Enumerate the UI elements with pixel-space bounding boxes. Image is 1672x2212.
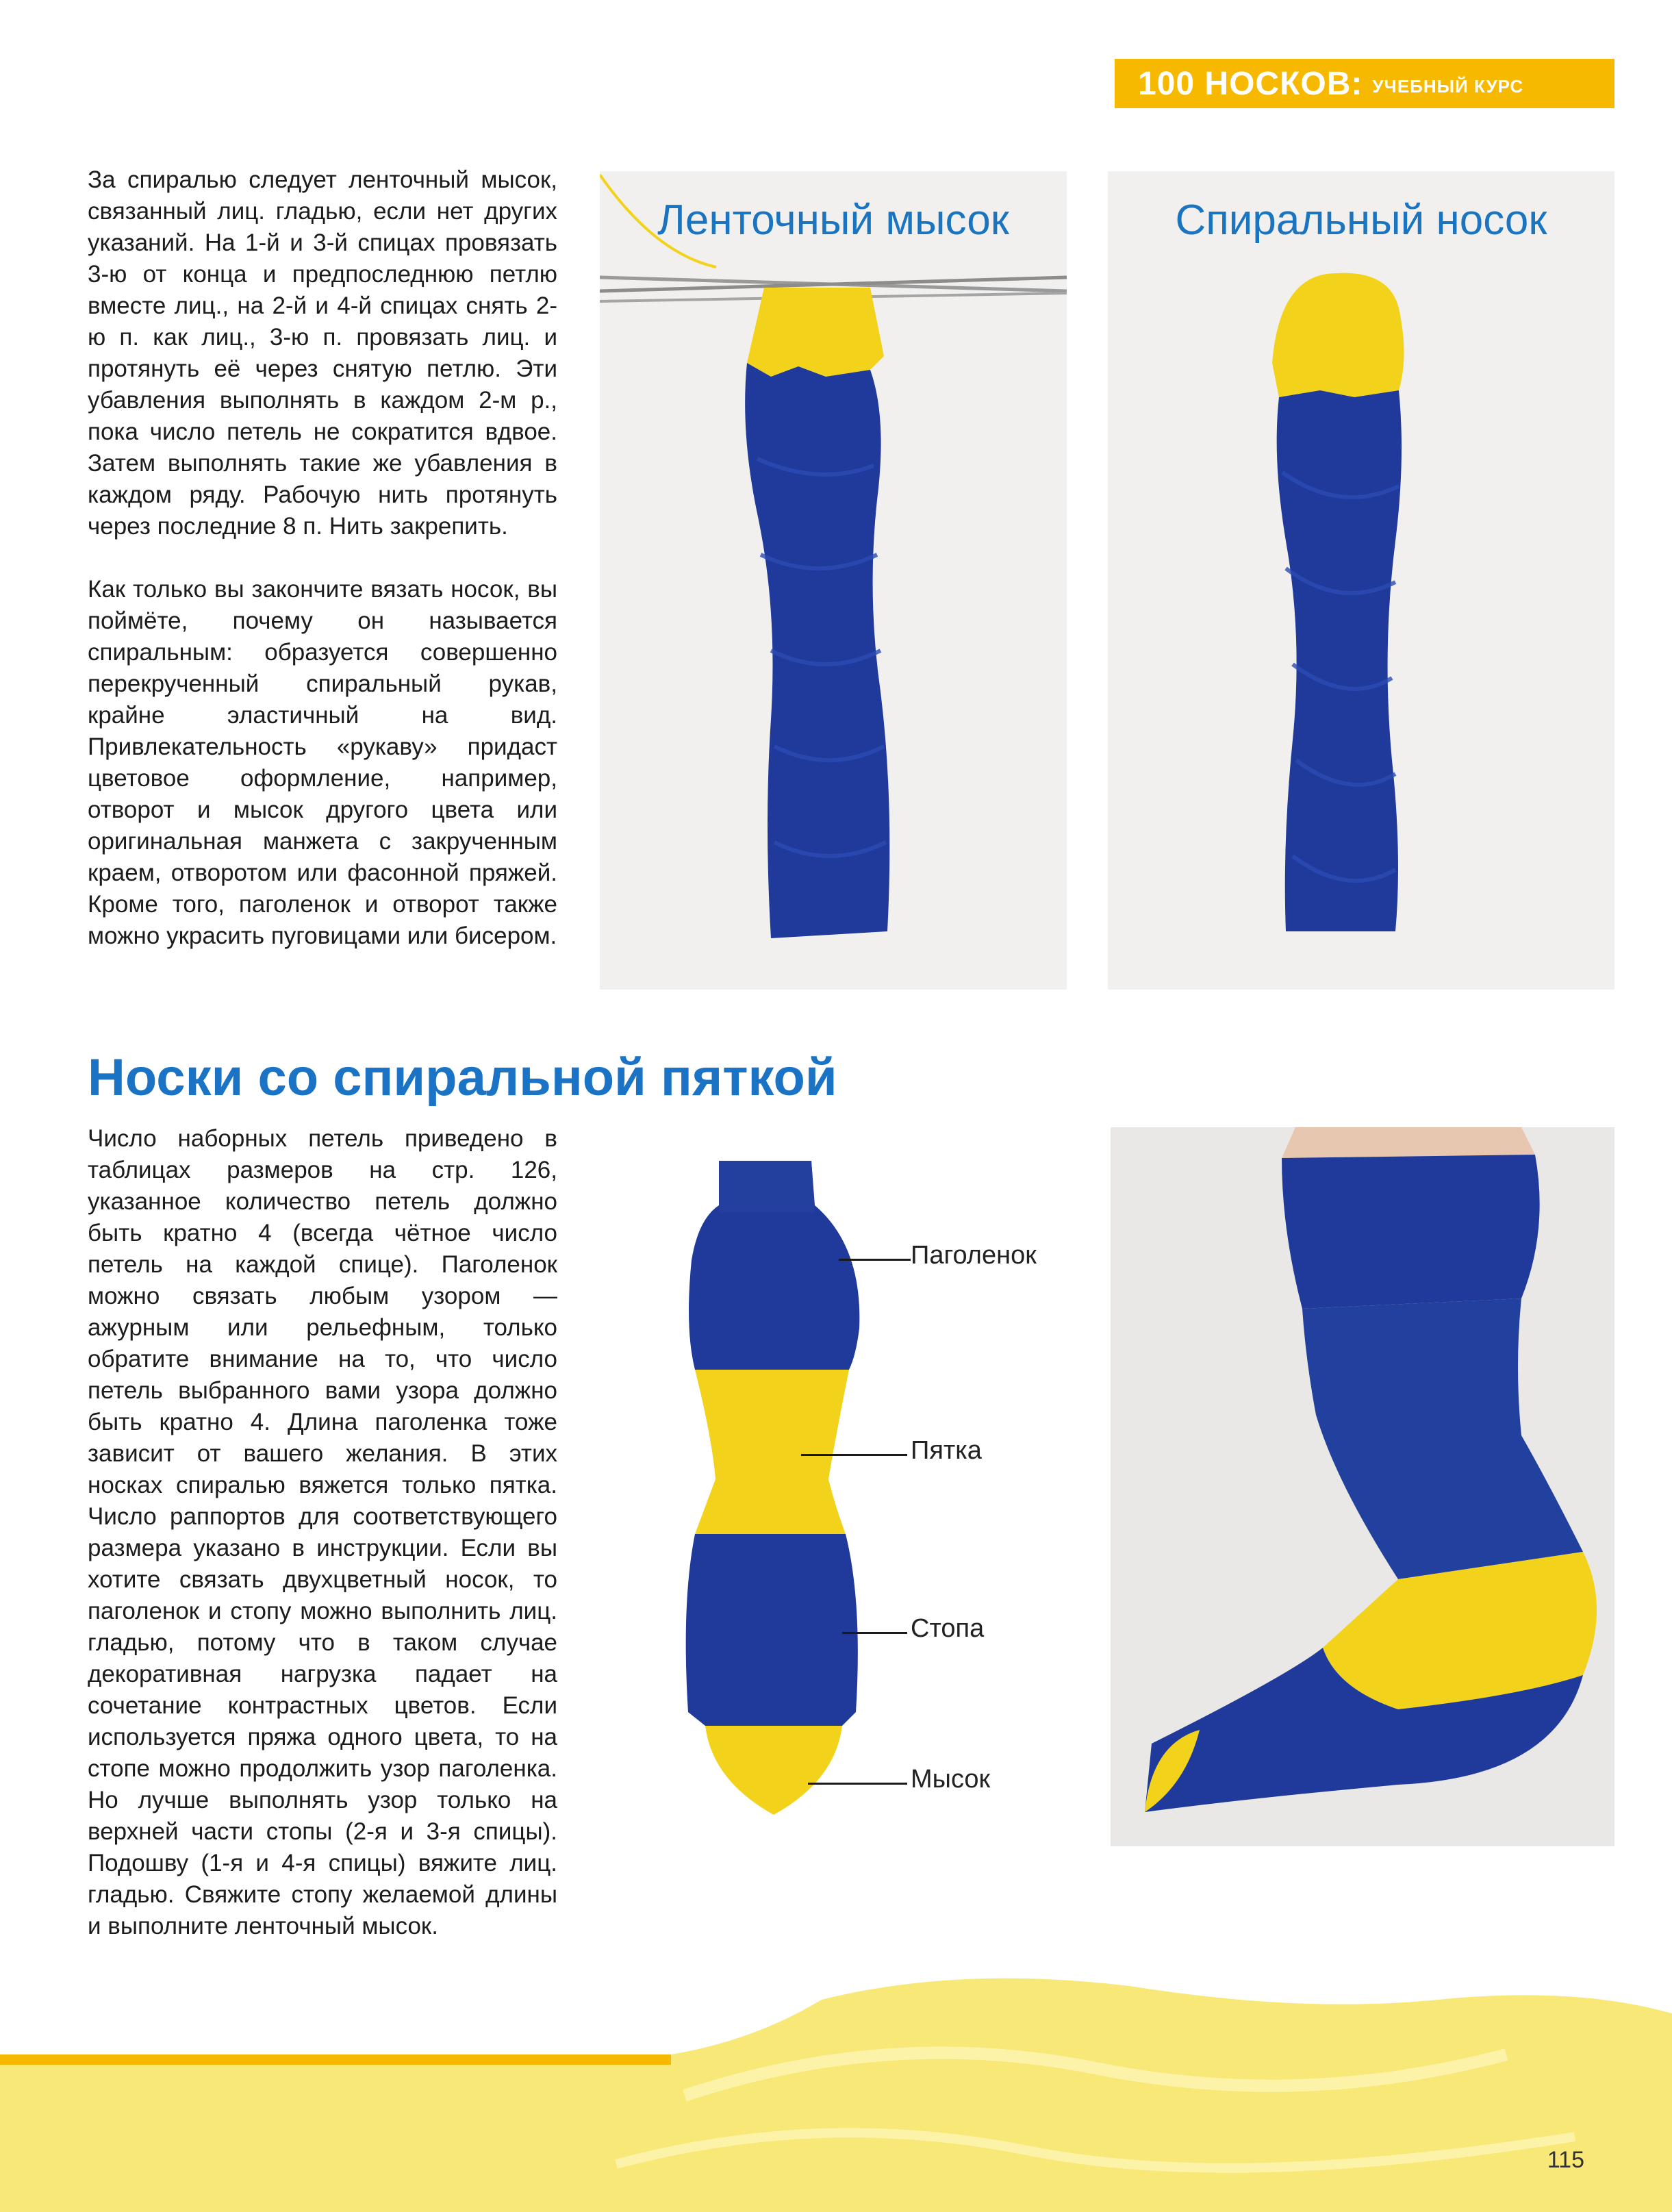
label-toe: Мысок <box>911 1765 991 1794</box>
yarn-illustration <box>0 1972 1672 2212</box>
ribbon-toe-sock-illustration <box>600 171 1067 990</box>
photo-caption-ribbon-toe: Ленточный мысок <box>657 197 1009 244</box>
header-subtitle: УЧЕБНЫЙ КУРС <box>1372 75 1524 97</box>
label-foot: Стопа <box>911 1614 985 1643</box>
photo-ribbon-toe <box>600 171 1067 990</box>
footer-yarn-background <box>0 1972 1672 2212</box>
sock-parts-diagram <box>603 1123 1095 1849</box>
running-header <box>1115 59 1614 108</box>
paragraph-spiral-heel: Число наборных петель приведено в таблицах размеров на стр. 126, указанное количество петель должно быть кратно 4 (всегда чётное число петель на каждой спице). Паголенок можно связать любым узором — ажурным или рельефным, только обратите внимание на то, что число петель выбранного вами узора должно быть кратно 4. Длина паголенка тоже зависит от вашего желания. В этих носках спиралью вяжется только пятка. Число раппортов для соответствующего размера указано в инструкции. Если вы хотите связать двухцветный носок, то паголенок и стопу можно выполнить лиц. гладью, потому что в таком случае декоративная нагрузка падает на сочетание контрастных цветов. Если используется пряжа одного цвета, то на стопе можно продолжить узор паголенка. Но лучше выполнять узор только на верхней части стопы (2-я и 3-я спицы). Подошву (1-я и 4-я спицы) вяжите лиц. гладью. Свяжите стопу желаемой длины и выполните ленточный мысок. <box>88 1125 557 1939</box>
paragraph-ribbon-toe: За спиралью следует ленточный мысок, связанный лиц. гладью, если нет других указаний. На 1-й и 3-й спицах провязать 3-ю от конца и предпоследнюю петлю вместе лиц., на 2-й и 4-й спицах снять 2-ю п. как лиц., 3-ю п. провязать лиц. и протянуть её через снятую петлю. Эти убавления выполнять в каждом 2-м р., пока число петель не сократится вдвое. Затем выполнять такие же убавления в каждом ряду. Рабочую нить протянуть через последние 8 п. Нить закрепить. <box>88 166 557 540</box>
leader-line-toe <box>808 1783 907 1785</box>
spiral-sock-illustration <box>1108 171 1614 990</box>
photo-worn-sock <box>1111 1127 1614 1846</box>
leader-line-foot <box>842 1632 907 1634</box>
leader-line-cuff <box>839 1259 911 1261</box>
photo-caption-spiral-sock: Спиральный носок <box>1175 197 1547 244</box>
page-number: 115 <box>1547 2147 1584 2173</box>
label-heel: Пятка <box>911 1436 982 1465</box>
header-title: 100 НОСКОВ: <box>1138 65 1363 102</box>
section-title: Носки со спиральной пяткой <box>88 1048 837 1107</box>
top-text-column <box>88 164 557 952</box>
photo-spiral-sock <box>1108 171 1614 990</box>
worn-sock-illustration <box>1111 1127 1614 1846</box>
leader-line-heel <box>801 1454 907 1456</box>
bottom-text-column <box>88 1123 557 1942</box>
flat-sock-illustration <box>603 1123 1095 1849</box>
label-cuff: Паголенок <box>911 1241 1037 1270</box>
paragraph-spiral-sock: Как только вы закончите вязать носок, вы поймёте, почему он называется спиральным: образуется совершенно перекрученный спиральный рукав, крайне эластичный на вид. Привлекательность «рукаву» придаст цветовое оформление, например, отворот и мысок другого цвета или оригинальная манжета с закрученным краем, отворотом или фасонной пряжей. Кроме того, паголенок и отворот также можно украсить пуговицами или бисером. <box>88 576 557 949</box>
